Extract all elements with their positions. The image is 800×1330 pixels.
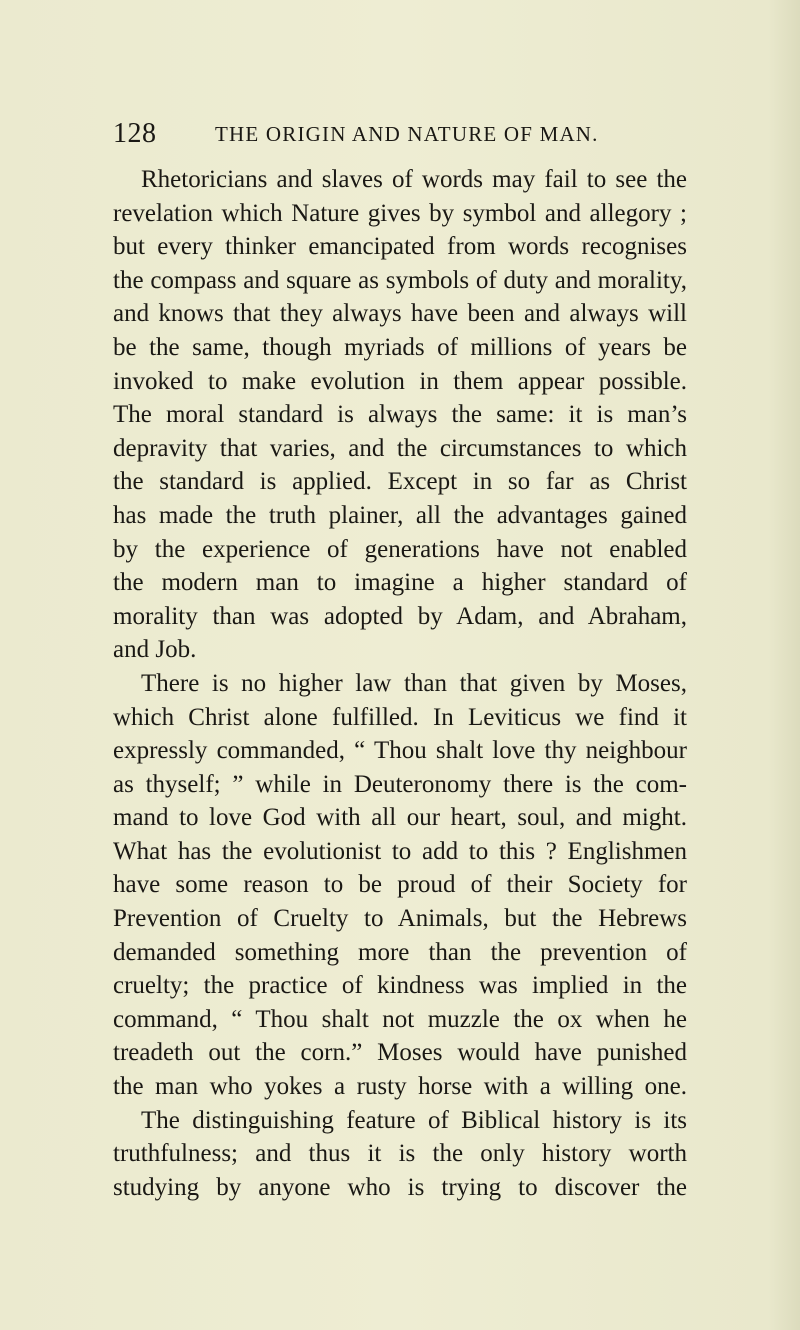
text-line: treadeth out the corn.” Moses would have punished — [113, 1039, 687, 1067]
text-line: invoked to make evolution in them appear possible. — [113, 367, 687, 395]
body-text — [113, 163, 687, 1204]
text-line: has made the truth plainer, all the advantages gained — [113, 501, 687, 529]
text-line: depravity that varies, and the circumstances to which — [113, 434, 687, 462]
text-line: the compass and square as symbols of duty and morality, — [113, 266, 687, 294]
text-line: and Job. — [113, 636, 197, 664]
text-line: the man who yokes a rusty horse with a willing one. — [113, 1073, 687, 1101]
text-line: be the same, though myriads of millions of years be — [113, 333, 687, 361]
page-header — [113, 118, 673, 158]
text-line: the standard is applied. Except in so far as Christ — [113, 468, 687, 496]
text-line: cruelty; the practice of kindness was implied in the — [113, 972, 687, 1000]
text-line: Prevention of Cruelty to Animals, but the Hebrews — [113, 905, 687, 933]
text-line: demanded something more than the prevention of — [113, 938, 687, 966]
text-line: by the experience of generations have not enabled — [113, 535, 687, 563]
text-line: but every thinker emancipated from words recognises — [113, 233, 687, 261]
text-line: Rhetoricians and slaves of words may fail to see the — [141, 166, 687, 193]
text-line: The distinguishing feature of Biblical history is its — [141, 1106, 687, 1134]
text-line: The moral standard is always the same: it is man’s — [113, 401, 687, 429]
running-head: THE ORIGIN AND NATURE OF MAN. — [215, 122, 599, 146]
page-number: 128 — [113, 118, 157, 149]
text-line: as thyself; ” while in Deuteronomy there is the com- — [113, 770, 687, 798]
text-line: command, “ Thou shalt not muzzle the ox when he — [113, 1005, 687, 1033]
text-line: which Christ alone fulfilled. In Leviticus we find it — [113, 703, 687, 731]
text-line: mand to love God with all our heart, soul, and might. — [113, 804, 687, 832]
text-line: What has the evolutionist to add to this ? Englishmen — [113, 837, 687, 865]
text-line: have some reason to be proud of their Society for — [113, 871, 687, 899]
text-line: expressly commanded, “ Thou shalt love thy neighbour — [113, 737, 687, 765]
text-line: morality than was adopted by Adam, and Abraham, — [113, 602, 687, 630]
text-line: the modern man to imagine a higher standard of — [113, 569, 687, 597]
text-line: and knows that they always have been and always will — [113, 300, 687, 328]
text-line: truthfulness; and thus it is the only history worth — [113, 1140, 687, 1168]
text-line: There is no higher law than that given by Moses, — [141, 669, 687, 697]
text-line: revelation which Nature gives by symbol and allegory ; — [113, 199, 687, 227]
text-line: studying by anyone who is trying to discover the — [113, 1173, 687, 1201]
